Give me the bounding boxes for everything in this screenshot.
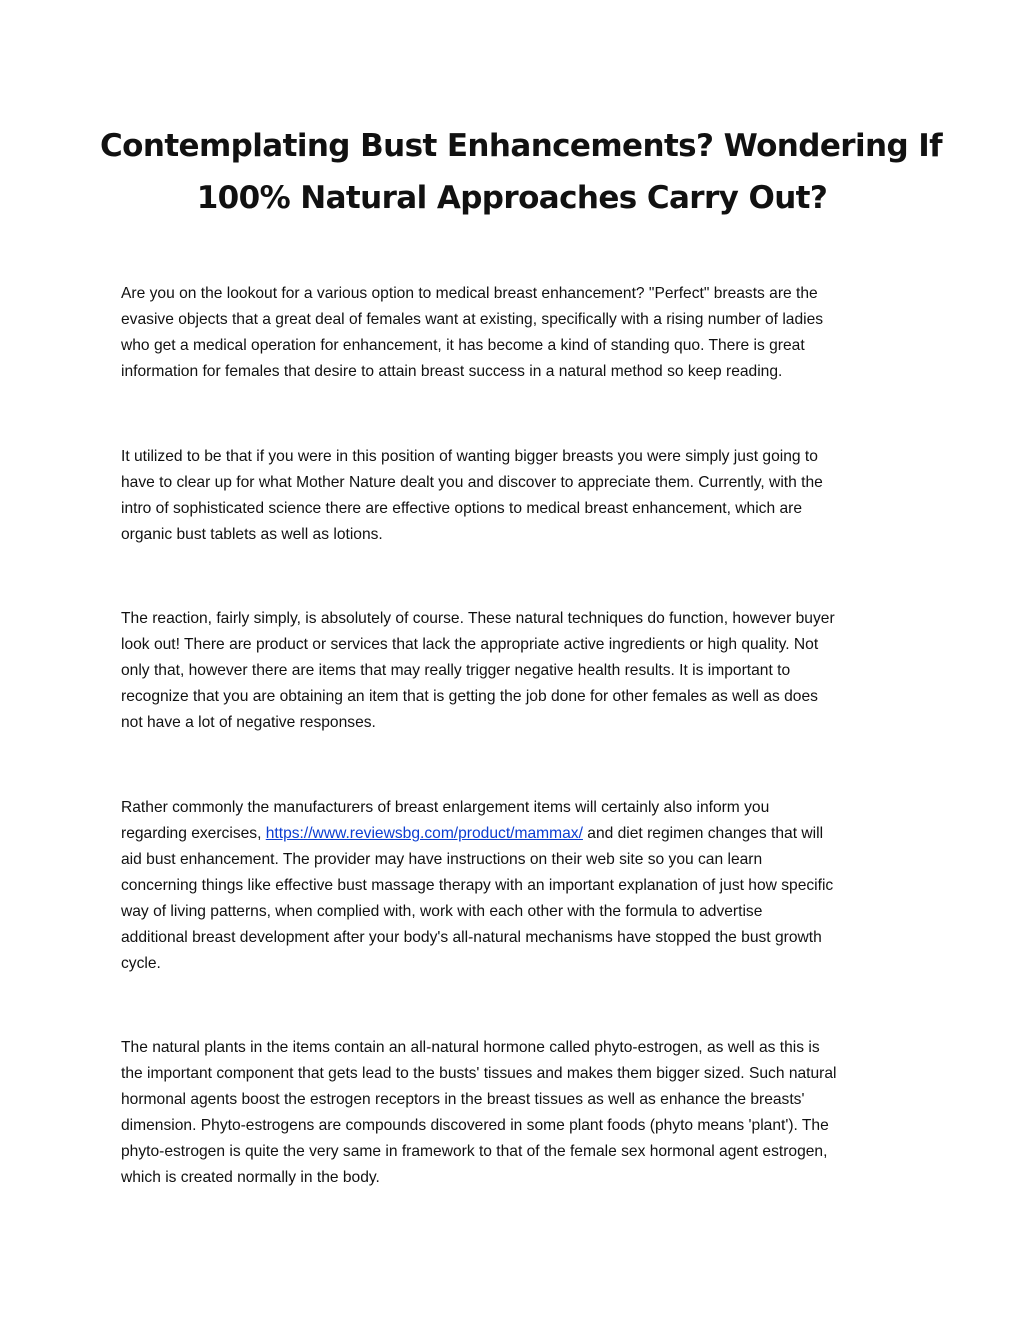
title-line: Contemplating Bust Enhancements? Wondering If: [100, 128, 943, 164]
paragraph-line: The reaction, fairly simply, is absolutely of course. These natural techniques do function, however buyer: [121, 610, 835, 627]
link-lead-text: regarding exercises,: [121, 825, 266, 842]
paragraph-line: concerning things like effective bust massage therapy with an important explanation of just how specific: [121, 877, 834, 894]
paragraph-2: [121, 444, 921, 548]
paragraph-line: Rather commonly the manufacturers of breast enlargement items will certainly also inform you: [121, 799, 770, 816]
paragraph-3: [121, 606, 921, 736]
paragraph-line: It utilized to be that if you were in this position of wanting bigger breasts you were simply just going to: [121, 448, 818, 465]
title-line: 100% Natural Approaches Carry Out?: [196, 180, 828, 216]
paragraph-line: aid bust enhancement. The provider may have instructions on their web site so you can learn: [121, 851, 763, 868]
paragraph-line: recognize that you are obtaining an item that is getting the job done for other females as well as does: [121, 688, 818, 705]
paragraph-line: hormonal agents boost the estrogen receptors in the breast tissues as well as enhance the breasts': [121, 1091, 805, 1108]
paragraph-line: The natural plants in the items contain an all-natural hormone called phyto-estrogen, as well as this is: [121, 1039, 820, 1056]
paragraph-line: who get a medical operation for enhancement, it has become a kind of standing quo. There is great: [121, 337, 805, 354]
paragraph-line: way of living patterns, when complied with, work with each other with the formula to advertise: [121, 903, 763, 920]
paragraph-line: cycle.: [121, 955, 161, 972]
paragraph-line: information for females that desire to attain breast success in a natural method so keep reading.: [121, 363, 783, 380]
paragraph-line: which is created normally in the body.: [121, 1169, 380, 1186]
document-title: [100, 120, 943, 224]
paragraph-line: evasive objects that a great deal of females want at existing, specifically with a rising number of ladies: [121, 311, 824, 328]
product-link[interactable]: https://www.reviewsbg.com/product/mammax/: [265, 825, 583, 842]
paragraph-line: only that, however there are items that may really trigger negative health results. It is important to: [121, 662, 791, 679]
paragraph-line: additional breast development after your body's all-natural mechanisms have stopped the bust growth: [121, 929, 822, 946]
paragraph-line: have to clear up for what Mother Nature dealt you and discover to appreciate them. Currently, with the: [121, 474, 823, 491]
paragraph-1: [121, 281, 921, 385]
paragraph-line: dimension. Phyto-estrogens are compounds discovered in some plant foods (phyto means 'plant'). The: [121, 1117, 829, 1134]
paragraph-line-with-link: [121, 821, 921, 847]
paragraph-line: not have a lot of negative responses.: [121, 714, 376, 731]
paragraph-4: [121, 795, 921, 977]
paragraph-line: organic bust tablets as well as lotions.: [121, 526, 383, 543]
paragraph-line: look out! There are product or services that lack the appropriate active ingredients or high quality. Not: [121, 636, 819, 653]
paragraph-line: the important component that gets lead to the busts' tissues and makes them bigger sized. Such natural: [121, 1065, 837, 1082]
link-trail-text: and diet regimen changes that will: [582, 825, 824, 842]
paragraph-line: intro of sophisticated science there are effective options to medical breast enhancement, which are: [121, 500, 803, 517]
paragraph-line: phyto-estrogen is quite the very same in framework to that of the female sex hormonal agent estrogen,: [121, 1143, 828, 1160]
paragraph-5: [121, 1035, 921, 1191]
paragraph-line: Are you on the lookout for a various option to medical breast enhancement? "Perfect" breasts are the: [121, 285, 818, 302]
